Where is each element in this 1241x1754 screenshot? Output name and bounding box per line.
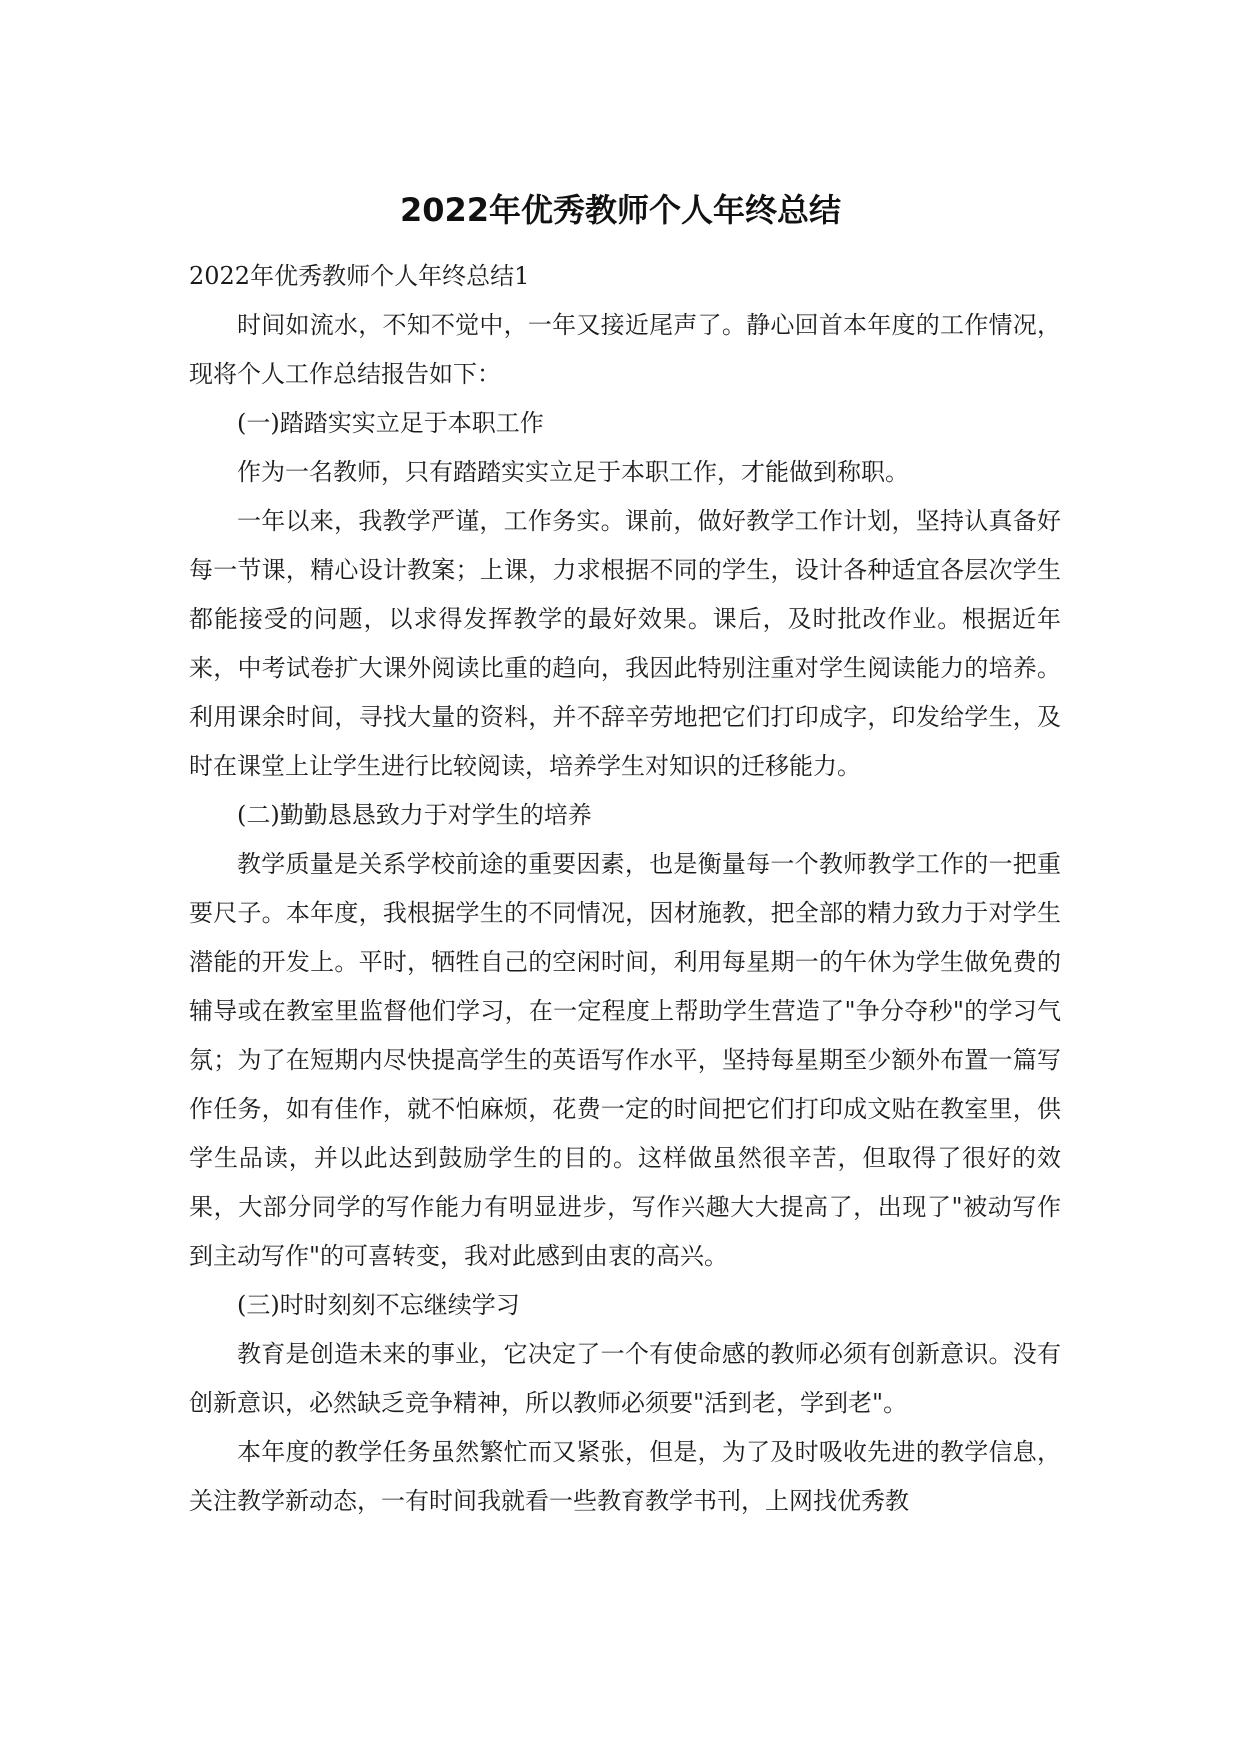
paragraph: 教学质量是关系学校前途的重要因素，也是衡量每一个教师教学工作的一把重要尺子。本年度，我根据学生的不同情况，因材施教，把全部的精力致力于对学生潜能的开发上。平时，牺牲自己的空闲时间，利用每星期一的午休为学生做免费的辅导或在教室里监督他们学习，在一定程度上帮助学生营造了"争分夺秒"的学习气氛；为了在短期内尽快提高学生的英语写作水平，坚持每星期至少额外布置一篇写作任务，如有佳作，就不怕麻烦，花费一定的时间把它们打印成文贴在教室里，供学生品读，并以此达到鼓励学生的目的。这样做虽然很辛苦，但取得了很好的效果，大部分同学的写作能力有明显进步，写作兴趣大大提高了，出现了"被动写作到主动写作"的可喜转变，我对此感到由衷的高兴。	[189, 850, 1061, 1270]
section-heading: 2022年优秀教师个人年终总结1	[189, 262, 530, 290]
paragraph: 作为一名教师，只有踏踏实实立足于本职工作，才能做到称职。	[237, 458, 909, 486]
section-heading-1: (一)踏踏实实立足于本职工作	[237, 409, 544, 437]
paragraph-intro: 时间如流水，不知不觉中，一年又接近尾声了。静心回首本年度的工作情况，现将个人工作总结报告如下：	[189, 311, 1061, 388]
paragraph: 本年度的教学任务虽然繁忙而又紧张，但是，为了及时吸收先进的教学信息，关注教学新动态，一有时间我就看一些教育教学书刊，上网找优秀教	[189, 1438, 1061, 1515]
document-body	[189, 252, 1061, 1526]
paragraph: 一年以来，我教学严谨，工作务实。课前，做好教学工作计划，坚持认真备好每一节课，精心设计教案；上课，力求根据不同的学生，设计各种适宜各层次学生都能接受的问题，以求得发挥教学的最好效果。课后，及时批改作业。根据近年来，中考试卷扩大课外阅读比重的趋向，我因此特别注重对学生阅读能力的培养。利用课余时间，寻找大量的资料，并不辞辛劳地把它们打印成字，印发给学生，及时在课堂上让学生进行比较阅读，培养学生对知识的迁移能力。	[189, 507, 1061, 780]
paragraph: 教育是创造未来的事业，它决定了一个有使命感的教师必须有创新意识。没有创新意识，必然缺乏竞争精神，所以教师必须要"活到老，学到老"。	[189, 1340, 1061, 1417]
section-heading-3: (三)时时刻刻不忘继续学习	[237, 1291, 520, 1319]
document-title: 2022年优秀教师个人年终总结	[399, 191, 842, 229]
section-heading-2: (二)勤勤恳恳致力于对学生的培养	[237, 801, 592, 829]
